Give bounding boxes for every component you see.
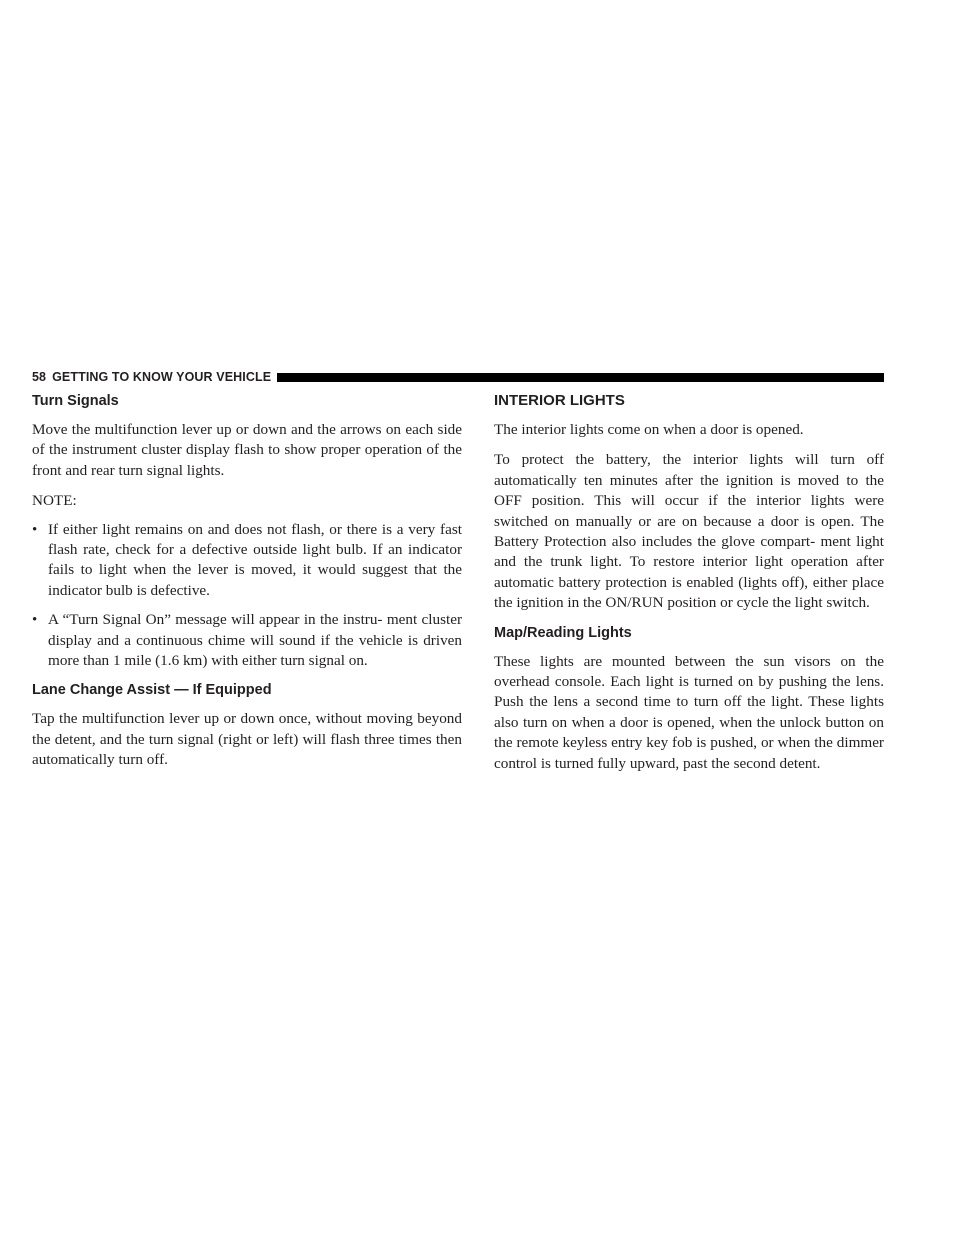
page-header [32,370,884,384]
header-rule [277,373,884,382]
page-number: 58 [32,370,47,384]
bullet-icon: • [32,521,38,538]
turn-signals-body: Move the multifunction lever up or down and the arrows on each side of the instrument cluster display flash to show proper operation of the front and rear turn signal lights. [32,421,462,479]
interior-lights-heading: INTERIOR LIGHTS [494,392,625,409]
section-title: GETTING TO KNOW YOUR VEHICLE [52,370,272,384]
bullet-text: If either light remains on and does not flash, or there is a very fast flash rate, check for a defective outside light bulb. If an indicator fails to light when the lever is moved, it would suggest that the indicator bulb is defective. [48,520,462,599]
list-item [32,520,462,602]
map-reading-body: These lights are mounted between the sun visors on the overhead console. Each light is turned on by pushing the lens. Push the lens a second time to turn off the light. These lights also turn on when a door is opened, when the unlock button on the remote keyless entry key fob is pushed, or when the dimmer control is turned fully upward, past the second detent. [494,652,884,772]
bullet-text: A “Turn Signal On” message will appear in the instru- ment cluster display and a continuous chime will sound if the vehicle is driven more than 1 mile (1.6 km) with either turn signal on. [48,611,462,670]
list-item [32,610,462,671]
map-reading-heading: Map/Reading Lights [494,624,632,641]
note-label: NOTE: [32,492,77,510]
interior-lights-para-1: The interior lights come on when a door is opened. [494,421,804,438]
interior-lights-para-2: To protect the battery, the interior lights will turn off automatically ten minutes after the ignition is moved to the OFF position. This will occur if the interior lights were switched on manually or are on because a door is open. The Battery Protection also includes the glove compart- ment light and the trunk light. To restore interior light operation after automatic battery protection is enabled (lights off), either place the ignition in the ON/RUN position or cycle the light switch. [494,451,884,612]
bullet-icon: • [32,612,38,629]
note-bullet-list [32,520,462,672]
turn-signals-heading: Turn Signals [32,393,119,409]
lane-change-heading: Lane Change Assist — If Equipped [32,682,272,699]
right-column [494,392,884,784]
left-column [32,392,462,781]
lane-change-body: Tap the multifunction lever up or down once, without moving beyond the detent, and the turn signal (right or left) will flash three times then automatically turn off. [32,710,462,769]
header-text [32,370,271,384]
